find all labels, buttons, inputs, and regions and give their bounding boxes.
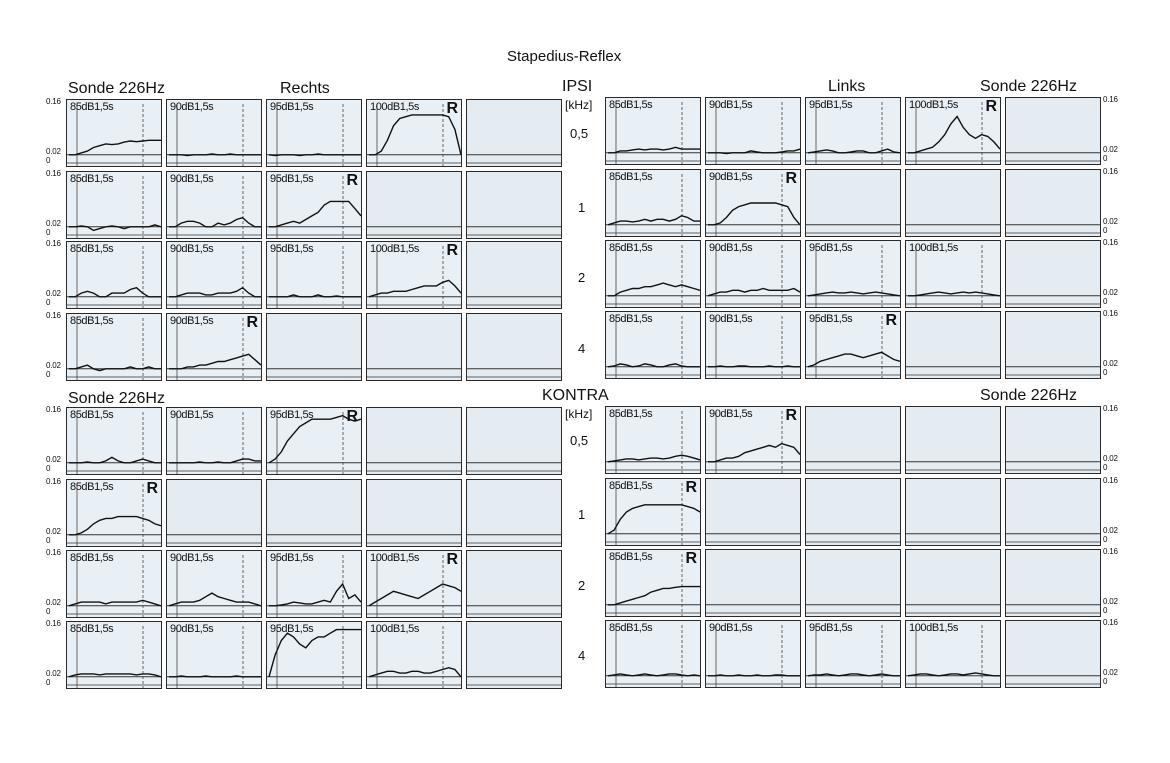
stimulus-level-label: 100dB1,5s bbox=[370, 243, 419, 255]
reflex-panel-ipsi-links-1khz-1 bbox=[605, 169, 701, 237]
stimulus-level-label: 90dB1,5s bbox=[170, 315, 214, 327]
panel-plot bbox=[467, 314, 562, 381]
y-tick-label: 0 bbox=[1103, 226, 1108, 235]
reflex-panel-kontra-links-2khz-4 bbox=[905, 549, 1001, 617]
stimulus-level-label: 85dB1,5s bbox=[609, 622, 653, 634]
reflex-trace bbox=[608, 587, 700, 605]
stimulus-level-label: 85dB1,5s bbox=[609, 480, 653, 492]
y-tick-label: 0.16 bbox=[46, 405, 61, 414]
reflex-panel-ipsi-links-2khz-3 bbox=[805, 240, 901, 308]
reflex-trace bbox=[69, 365, 161, 371]
y-tick-label: 0.16 bbox=[1103, 618, 1118, 627]
reflex-trace bbox=[269, 201, 361, 226]
panel-plot bbox=[1006, 621, 1101, 688]
reflex-panel-ipsi-links-2khz-1 bbox=[605, 240, 701, 308]
stimulus-level-label: 85dB1,5s bbox=[70, 552, 114, 564]
reflex-panel-ipsi-rechts-05khz-1 bbox=[66, 99, 162, 167]
y-tick-label: 0.02 bbox=[1103, 358, 1118, 368]
ipsi-label: IPSI bbox=[562, 78, 593, 95]
stimulus-level-label: 85dB1,5s bbox=[70, 623, 114, 635]
stimulus-level-label: 95dB1,5s bbox=[270, 623, 314, 635]
reflex-trace bbox=[369, 115, 461, 155]
y-tick-label: 0 bbox=[46, 228, 51, 237]
reflex-present-marker: R bbox=[985, 98, 997, 115]
reflex-panel-ipsi-links-2khz-5 bbox=[1005, 240, 1101, 308]
panel-plot bbox=[467, 551, 562, 618]
reflex-panel-kontra-links-05khz-1 bbox=[605, 406, 701, 474]
reflex-trace bbox=[708, 203, 800, 225]
stimulus-level-label: 90dB1,5s bbox=[709, 171, 753, 183]
y-tick-label: 0.16 bbox=[46, 477, 61, 486]
reflex-trace bbox=[608, 505, 700, 534]
reflex-panel-kontra-rechts-4khz-5 bbox=[466, 621, 562, 689]
reflex-panel-ipsi-links-1khz-2 bbox=[705, 169, 801, 237]
probe-label-right-ear-ipsi: Sonde 226Hz bbox=[68, 80, 165, 97]
stimulus-level-label: 100dB1,5s bbox=[370, 552, 419, 564]
reflex-trace bbox=[708, 675, 800, 676]
reflex-trace bbox=[169, 288, 261, 297]
y-tick-label: 0 bbox=[46, 607, 51, 616]
reflex-panel-kontra-links-1khz-4 bbox=[905, 478, 1001, 546]
reflex-panel-kontra-links-2khz-5 bbox=[1005, 549, 1101, 617]
reflex-present-marker: R bbox=[446, 100, 458, 117]
reflex-panel-ipsi-links-1khz-5 bbox=[1005, 169, 1101, 237]
stimulus-level-label: 90dB1,5s bbox=[170, 409, 214, 421]
stimulus-level-label: 90dB1,5s bbox=[709, 622, 753, 634]
probe-label-left-ear-ipsi: Sonde 226Hz bbox=[980, 78, 1077, 95]
reflex-panel-kontra-links-2khz-1 bbox=[605, 549, 701, 617]
reflex-panel-kontra-rechts-4khz-1 bbox=[66, 621, 162, 689]
reflex-panel-kontra-rechts-05khz-3 bbox=[266, 407, 362, 475]
reflex-panel-kontra-rechts-1khz-4 bbox=[366, 479, 462, 547]
y-tick-label: 0.02 bbox=[46, 597, 61, 607]
reflex-present-marker: R bbox=[785, 170, 797, 187]
reflex-panel-kontra-links-4khz-1 bbox=[605, 620, 701, 688]
panel-plot bbox=[467, 622, 562, 689]
panel-plot bbox=[367, 480, 462, 547]
reflex-panel-ipsi-rechts-2khz-1 bbox=[66, 241, 162, 309]
reflex-panel-kontra-links-2khz-2 bbox=[705, 549, 801, 617]
y-tick-label: 0.02 bbox=[1103, 287, 1118, 297]
panel-plot bbox=[467, 408, 562, 475]
reflex-panel-ipsi-rechts-2khz-3 bbox=[266, 241, 362, 309]
reflex-panel-kontra-rechts-1khz-2 bbox=[166, 479, 262, 547]
stimulus-level-label: 85dB1,5s bbox=[609, 171, 653, 183]
y-tick-label: 0.16 bbox=[46, 97, 61, 106]
reflex-panel-ipsi-rechts-1khz-2 bbox=[166, 171, 262, 239]
stimulus-level-label: 90dB1,5s bbox=[170, 243, 214, 255]
panel-plot bbox=[706, 550, 801, 617]
stimulus-level-label: 95dB1,5s bbox=[270, 243, 314, 255]
reflex-trace bbox=[369, 280, 461, 296]
reflex-trace bbox=[808, 149, 900, 153]
y-tick-label: 0 bbox=[1103, 677, 1108, 686]
stimulus-level-label: 85dB1,5s bbox=[70, 481, 114, 493]
reflex-panel-kontra-rechts-05khz-4 bbox=[366, 407, 462, 475]
y-tick-label: 0.02 bbox=[46, 526, 61, 536]
stimulus-level-label: 85dB1,5s bbox=[70, 315, 114, 327]
freq-label-ipsi-05: 0,5 bbox=[570, 126, 589, 141]
panel-plot bbox=[806, 407, 901, 474]
reflex-panel-kontra-links-05khz-4 bbox=[905, 406, 1001, 474]
stimulus-level-label: 90dB1,5s bbox=[170, 101, 214, 113]
reflex-trace bbox=[708, 444, 800, 462]
reflex-trace bbox=[269, 584, 361, 606]
y-tick-label: 0 bbox=[1103, 154, 1108, 163]
reflex-present-marker: R bbox=[446, 551, 458, 568]
panel-plot bbox=[367, 314, 462, 381]
reflex-panel-kontra-links-1khz-3 bbox=[805, 478, 901, 546]
panel-plot bbox=[267, 480, 362, 547]
panel-plot bbox=[906, 407, 1001, 474]
unit-label-ipsi: [kHz] bbox=[565, 98, 593, 112]
stimulus-level-label: 95dB1,5s bbox=[270, 552, 314, 564]
reflex-panel-kontra-rechts-1khz-1 bbox=[66, 479, 162, 547]
reflex-panel-ipsi-rechts-4khz-2 bbox=[166, 313, 262, 381]
reflex-panel-kontra-rechts-2khz-4 bbox=[366, 550, 462, 618]
reflex-panel-ipsi-rechts-1khz-3 bbox=[266, 171, 362, 239]
reflex-panel-kontra-rechts-1khz-3 bbox=[266, 479, 362, 547]
y-tick-label: 0.02 bbox=[46, 668, 61, 678]
y-tick-label: 0 bbox=[46, 464, 51, 473]
y-tick-label: 0.02 bbox=[46, 146, 61, 156]
reflex-trace bbox=[69, 600, 161, 606]
panel-plot bbox=[1006, 241, 1101, 308]
reflex-panel-ipsi-rechts-1khz-5 bbox=[466, 171, 562, 239]
report-title: Stapedius-Reflex bbox=[507, 48, 622, 65]
panel-plot bbox=[467, 480, 562, 547]
reflex-panel-kontra-links-05khz-3 bbox=[805, 406, 901, 474]
side-title-links: Links bbox=[828, 78, 866, 95]
reflex-trace bbox=[269, 630, 361, 677]
reflex-present-marker: R bbox=[346, 408, 358, 425]
y-tick-label: 0.16 bbox=[1103, 95, 1118, 104]
y-tick-label: 0.16 bbox=[1103, 476, 1118, 485]
stimulus-level-label: 90dB1,5s bbox=[709, 99, 753, 111]
freq-label-kontra-2: 2 bbox=[578, 578, 586, 593]
reflex-panel-ipsi-links-4khz-3 bbox=[805, 311, 901, 379]
reflex-panel-ipsi-links-05khz-1 bbox=[605, 97, 701, 165]
panel-plot bbox=[1006, 170, 1101, 237]
reflex-panel-ipsi-links-05khz-4 bbox=[905, 97, 1001, 165]
y-tick-label: 0.16 bbox=[46, 548, 61, 557]
y-tick-label: 0.02 bbox=[1103, 667, 1118, 677]
y-tick-label: 0.02 bbox=[1103, 525, 1118, 535]
panel-plot bbox=[467, 100, 562, 167]
stimulus-level-label: 95dB1,5s bbox=[270, 101, 314, 113]
reflex-panel-kontra-rechts-05khz-2 bbox=[166, 407, 262, 475]
y-tick-label: 0 bbox=[46, 678, 51, 687]
y-tick-label: 0.02 bbox=[46, 360, 61, 370]
reflex-panel-ipsi-rechts-4khz-3 bbox=[266, 313, 362, 381]
reflex-trace bbox=[369, 668, 461, 677]
stimulus-level-label: 85dB1,5s bbox=[609, 99, 653, 111]
panel-plot bbox=[467, 242, 562, 309]
panel-plot bbox=[167, 480, 262, 547]
side-title-rechts: Rechts bbox=[280, 80, 330, 97]
stimulus-level-label: 85dB1,5s bbox=[609, 313, 653, 325]
reflex-trace bbox=[169, 459, 261, 463]
reflex-panel-kontra-links-1khz-2 bbox=[705, 478, 801, 546]
reflex-panel-ipsi-links-05khz-3 bbox=[805, 97, 901, 165]
stimulus-level-label: 100dB1,5s bbox=[909, 99, 958, 111]
stimulus-level-label: 100dB1,5s bbox=[370, 623, 419, 635]
panel-plot bbox=[906, 170, 1001, 237]
reflex-trace bbox=[608, 216, 700, 225]
stimulus-level-label: 85dB1,5s bbox=[70, 101, 114, 113]
reflex-panel-ipsi-links-4khz-4 bbox=[905, 311, 1001, 379]
reflex-present-marker: R bbox=[685, 479, 697, 496]
reflex-panel-kontra-rechts-1khz-5 bbox=[466, 479, 562, 547]
stimulus-level-label: 85dB1,5s bbox=[609, 551, 653, 563]
reflex-panel-ipsi-rechts-2khz-2 bbox=[166, 241, 262, 309]
stimulus-level-label: 85dB1,5s bbox=[70, 409, 114, 421]
reflex-panel-ipsi-links-05khz-2 bbox=[705, 97, 801, 165]
reflex-present-marker: R bbox=[785, 407, 797, 424]
reflex-panel-ipsi-rechts-05khz-3 bbox=[266, 99, 362, 167]
stimulus-level-label: 90dB1,5s bbox=[170, 552, 214, 564]
y-tick-label: 0.16 bbox=[1103, 547, 1118, 556]
reflex-present-marker: R bbox=[685, 550, 697, 567]
freq-label-ipsi-1: 1 bbox=[578, 200, 586, 215]
reflex-panel-ipsi-rechts-2khz-4 bbox=[366, 241, 462, 309]
panel-plot bbox=[906, 479, 1001, 546]
reflex-present-marker: R bbox=[246, 314, 258, 331]
freq-label-kontra-4: 4 bbox=[578, 648, 586, 663]
stimulus-level-label: 90dB1,5s bbox=[709, 408, 753, 420]
panel-plot bbox=[806, 550, 901, 617]
y-tick-label: 0.02 bbox=[1103, 216, 1118, 226]
reflex-panel-ipsi-rechts-05khz-4 bbox=[366, 99, 462, 167]
reflex-panel-kontra-rechts-2khz-1 bbox=[66, 550, 162, 618]
reflex-trace bbox=[808, 352, 900, 367]
y-tick-label: 0 bbox=[46, 370, 51, 379]
reflex-present-marker: R bbox=[885, 312, 897, 329]
reflex-trace bbox=[69, 140, 161, 155]
reflex-trace bbox=[908, 292, 1000, 296]
stimulus-level-label: 90dB1,5s bbox=[170, 623, 214, 635]
panel-plot bbox=[906, 550, 1001, 617]
panel-plot bbox=[1006, 312, 1101, 379]
y-tick-label: 0 bbox=[1103, 368, 1108, 377]
reflex-trace bbox=[69, 288, 161, 297]
y-tick-label: 0.02 bbox=[46, 288, 61, 298]
reflex-trace bbox=[708, 289, 800, 296]
panel-plot bbox=[1006, 407, 1101, 474]
reflex-trace bbox=[169, 354, 261, 369]
reflex-panel-ipsi-rechts-1khz-1 bbox=[66, 171, 162, 239]
reflex-panel-kontra-rechts-05khz-5 bbox=[466, 407, 562, 475]
stimulus-level-label: 90dB1,5s bbox=[709, 313, 753, 325]
y-tick-label: 0 bbox=[1103, 606, 1108, 615]
y-tick-label: 0.02 bbox=[1103, 144, 1118, 154]
stimulus-level-label: 85dB1,5s bbox=[609, 242, 653, 254]
reflex-panel-kontra-links-4khz-3 bbox=[805, 620, 901, 688]
reflex-present-marker: R bbox=[146, 480, 158, 497]
stimulus-level-label: 90dB1,5s bbox=[170, 173, 214, 185]
reflex-panel-kontra-rechts-4khz-4 bbox=[366, 621, 462, 689]
reflex-trace bbox=[269, 154, 361, 156]
reflex-trace bbox=[69, 225, 161, 231]
stimulus-level-label: 90dB1,5s bbox=[709, 242, 753, 254]
reflex-panel-kontra-rechts-4khz-3 bbox=[266, 621, 362, 689]
reflex-trace bbox=[608, 283, 700, 296]
panel-plot bbox=[467, 172, 562, 239]
panel-plot bbox=[1006, 98, 1101, 165]
reflex-trace bbox=[369, 584, 461, 606]
reflex-panel-kontra-rechts-2khz-2 bbox=[166, 550, 262, 618]
reflex-trace bbox=[269, 295, 361, 297]
y-tick-label: 0.02 bbox=[1103, 453, 1118, 463]
reflex-panel-kontra-rechts-4khz-2 bbox=[166, 621, 262, 689]
reflex-trace bbox=[169, 676, 261, 677]
reflex-panel-kontra-links-05khz-2 bbox=[705, 406, 801, 474]
reflex-trace bbox=[608, 147, 700, 153]
reflex-panel-ipsi-rechts-4khz-4 bbox=[366, 313, 462, 381]
y-tick-label: 0.16 bbox=[46, 311, 61, 320]
reflex-panel-kontra-rechts-05khz-1 bbox=[66, 407, 162, 475]
y-tick-label: 0 bbox=[1103, 463, 1108, 472]
reflex-trace bbox=[169, 218, 261, 227]
y-tick-label: 0.16 bbox=[46, 619, 61, 628]
y-tick-label: 0.02 bbox=[46, 454, 61, 464]
stimulus-level-label: 95dB1,5s bbox=[809, 242, 853, 254]
reflex-present-marker: R bbox=[346, 172, 358, 189]
reflex-panel-ipsi-rechts-4khz-5 bbox=[466, 313, 562, 381]
reflex-panel-ipsi-rechts-4khz-1 bbox=[66, 313, 162, 381]
reflex-panel-ipsi-rechts-05khz-5 bbox=[466, 99, 562, 167]
freq-label-kontra-05: 0,5 bbox=[570, 433, 589, 448]
reflex-panel-ipsi-rechts-1khz-4 bbox=[366, 171, 462, 239]
panel-plot bbox=[806, 479, 901, 546]
y-tick-label: 0.16 bbox=[1103, 309, 1118, 318]
reflex-trace bbox=[169, 154, 261, 156]
reflex-panel-kontra-links-4khz-2 bbox=[705, 620, 801, 688]
stimulus-level-label: 100dB1,5s bbox=[909, 242, 958, 254]
reflex-panel-ipsi-rechts-05khz-2 bbox=[166, 99, 262, 167]
y-tick-label: 0 bbox=[46, 156, 51, 165]
reflex-trace bbox=[908, 117, 1000, 153]
y-tick-label: 0.16 bbox=[46, 169, 61, 178]
panel-plot bbox=[367, 172, 462, 239]
reflex-panel-ipsi-links-4khz-1 bbox=[605, 311, 701, 379]
y-tick-label: 0.02 bbox=[1103, 596, 1118, 606]
panel-plot bbox=[1006, 479, 1101, 546]
probe-label-right-ear-kontra: Sonde 226Hz bbox=[68, 390, 165, 407]
reflex-panel-kontra-rechts-2khz-5 bbox=[466, 550, 562, 618]
reflex-panel-ipsi-links-2khz-2 bbox=[705, 240, 801, 308]
stimulus-level-label: 95dB1,5s bbox=[270, 409, 314, 421]
reflex-panel-ipsi-links-05khz-5 bbox=[1005, 97, 1101, 165]
reflex-trace bbox=[69, 457, 161, 463]
reflex-panel-ipsi-links-4khz-5 bbox=[1005, 311, 1101, 379]
stimulus-level-label: 95dB1,5s bbox=[809, 622, 853, 634]
stimulus-level-label: 100dB1,5s bbox=[370, 101, 419, 113]
freq-label-ipsi-4: 4 bbox=[578, 341, 586, 356]
reflex-trace bbox=[608, 455, 700, 462]
reflex-panel-ipsi-links-1khz-4 bbox=[905, 169, 1001, 237]
y-tick-label: 0.02 bbox=[46, 218, 61, 228]
reflex-panel-kontra-links-2khz-3 bbox=[805, 549, 901, 617]
reflex-panel-ipsi-links-2khz-4 bbox=[905, 240, 1001, 308]
panel-plot bbox=[806, 170, 901, 237]
y-tick-label: 0 bbox=[46, 298, 51, 307]
stimulus-level-label: 85dB1,5s bbox=[609, 408, 653, 420]
y-tick-label: 0 bbox=[46, 536, 51, 545]
stimulus-level-label: 85dB1,5s bbox=[70, 243, 114, 255]
reflex-panel-kontra-links-1khz-1 bbox=[605, 478, 701, 546]
reflex-panel-kontra-rechts-2khz-3 bbox=[266, 550, 362, 618]
y-tick-label: 0.16 bbox=[46, 239, 61, 248]
reflex-panel-ipsi-links-1khz-3 bbox=[805, 169, 901, 237]
stimulus-level-label: 95dB1,5s bbox=[809, 99, 853, 111]
freq-label-ipsi-2: 2 bbox=[578, 270, 586, 285]
panel-plot bbox=[1006, 550, 1101, 617]
reflex-panel-ipsi-rechts-2khz-5 bbox=[466, 241, 562, 309]
reflex-trace bbox=[169, 593, 261, 606]
reflex-trace bbox=[708, 366, 800, 367]
kontra-label: KONTRA bbox=[542, 387, 609, 404]
stimulus-level-label: 95dB1,5s bbox=[809, 313, 853, 325]
stimulus-level-label: 100dB1,5s bbox=[909, 622, 958, 634]
unit-label-kontra: [kHz] bbox=[565, 407, 593, 421]
y-tick-label: 0.16 bbox=[1103, 404, 1118, 413]
stimulus-level-label: 85dB1,5s bbox=[70, 173, 114, 185]
reflex-panel-kontra-links-4khz-4 bbox=[905, 620, 1001, 688]
y-tick-label: 0 bbox=[1103, 535, 1108, 544]
reflex-present-marker: R bbox=[446, 242, 458, 259]
y-tick-label: 0 bbox=[1103, 297, 1108, 306]
reflex-trace bbox=[808, 292, 900, 296]
reflex-panel-kontra-links-05khz-5 bbox=[1005, 406, 1101, 474]
panel-plot bbox=[267, 314, 362, 381]
panel-plot bbox=[706, 479, 801, 546]
probe-label-left-ear-kontra: Sonde 226Hz bbox=[980, 387, 1077, 404]
panel-plot bbox=[906, 312, 1001, 379]
stimulus-level-label: 95dB1,5s bbox=[270, 173, 314, 185]
y-tick-label: 0.16 bbox=[1103, 238, 1118, 247]
reflex-trace bbox=[69, 517, 161, 535]
panel-plot bbox=[367, 408, 462, 475]
reflex-panel-ipsi-links-4khz-2 bbox=[705, 311, 801, 379]
freq-label-kontra-1: 1 bbox=[578, 507, 586, 522]
reflex-panel-kontra-links-1khz-5 bbox=[1005, 478, 1101, 546]
reflex-panel-kontra-links-4khz-5 bbox=[1005, 620, 1101, 688]
y-tick-label: 0.16 bbox=[1103, 167, 1118, 176]
